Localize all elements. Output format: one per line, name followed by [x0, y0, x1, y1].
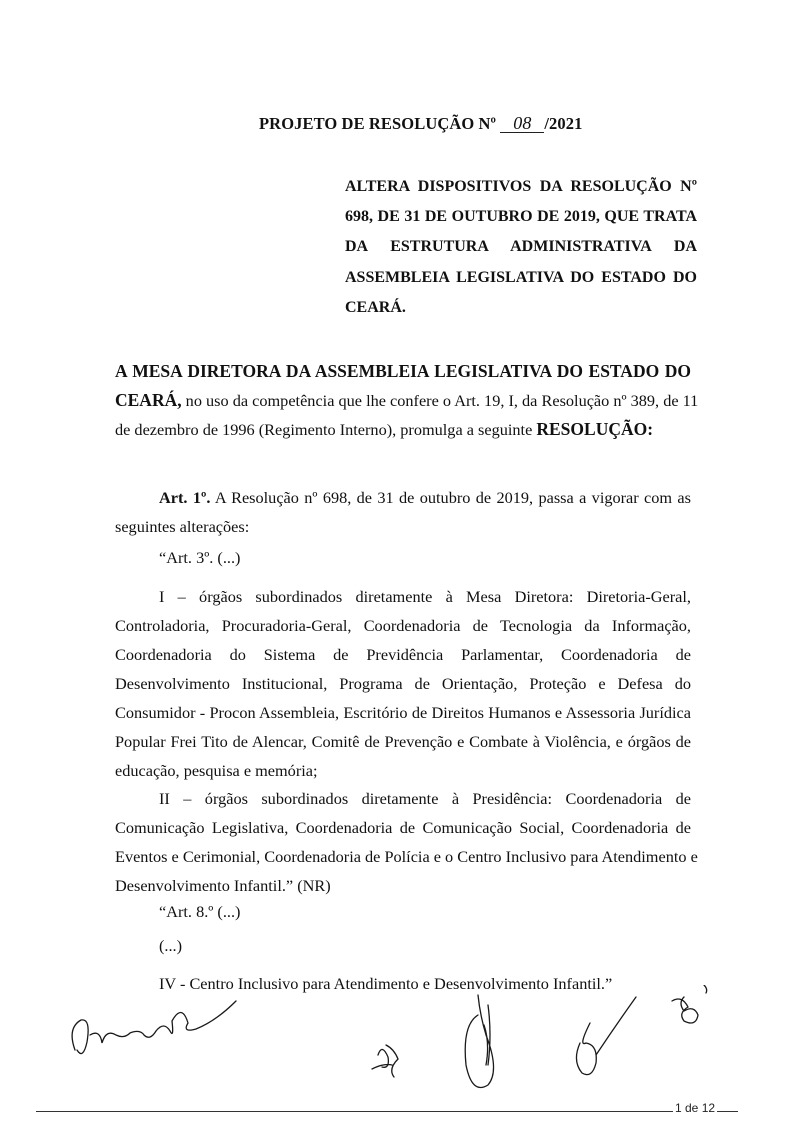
- inciso-line: Coordenadoria do Sistema de Previdência Parlamentar, Coordenadoria de: [115, 645, 691, 664]
- inciso-line: Controladoria, Procuradoria-Geral, Coordenadoria de Tecnologia da Informação,: [115, 616, 691, 635]
- article-1-text: seguintes alterações:: [115, 517, 250, 536]
- article-1-text: A Resolução nº 698, de 31 de outubro de 2019, passa a vigorar com as: [210, 488, 691, 507]
- art3-header: “Art. 3º. (...): [159, 548, 241, 567]
- ementa-line: 698, DE 31 DE OUTUBRO DE 2019, QUE TRATA: [345, 208, 697, 226]
- preamble-subject: A MESA DIRETORA DA ASSEMBLEIA LEGISLATIVA DO ESTADO DO: [115, 361, 691, 381]
- ementa-line: DA ESTRUTURA ADMINISTRATIVA DA: [345, 238, 697, 256]
- title-prefix: PROJETO DE RESOLUÇÃO Nº: [259, 114, 497, 133]
- inciso-line: Consumidor - Procon Assembleia, Escritório de Direitos Humanos e Assessoria Jurídica: [115, 703, 691, 722]
- handwritten-number: 08: [500, 114, 544, 133]
- inciso-ii: [115, 784, 698, 900]
- inciso-iv: IV - Centro Inclusivo para Atendimento e Desenvolvimento Infantil.”: [159, 974, 613, 993]
- inciso-line: Comunicação Legislativa, Coordenadoria de Comunicação Social, Coordenadoria de: [115, 818, 691, 837]
- document-title: [259, 114, 582, 134]
- preamble-text: no uso da competência que lhe confere o Art. 19, I, da Resolução nº 389, de 11: [181, 391, 699, 410]
- signature-1: [72, 1001, 236, 1054]
- ementa-line: ASSEMBLEIA LEGISLATIVA DO ESTADO DO: [345, 268, 697, 286]
- title-suffix: /2021: [544, 114, 583, 133]
- signature-3: [465, 995, 493, 1088]
- preamble-paragraph: [115, 357, 699, 444]
- inciso-line: II – órgãos subordinados diretamente à Presidência: Coordenadoria de: [159, 789, 691, 808]
- resolucao-word: RESOLUÇÃO:: [536, 419, 654, 439]
- ementa-line: CEARÁ.: [345, 298, 406, 316]
- art8-header: “Art. 8.º (...): [159, 902, 241, 921]
- inciso-i: [115, 582, 691, 785]
- footer-divider: [36, 1111, 738, 1112]
- ementa: [345, 172, 697, 323]
- inciso-line: Eventos e Cerimonial, Coordenadoria de Polícia e o Centro Inclusivo para Atendimento e: [115, 847, 698, 866]
- inciso-line: educação, pesquisa e memória;: [115, 761, 318, 780]
- preamble-subject-end: CEARÁ,: [115, 390, 182, 410]
- inciso-line: Desenvolvimento Institucional, Programa de Orientação, Proteção e Defesa do: [115, 674, 691, 693]
- signatures: [60, 985, 740, 1095]
- signature-4: [576, 997, 636, 1075]
- article-1: [115, 483, 691, 541]
- page-number: 1 de 12: [675, 1101, 716, 1115]
- article-1-label: Art. 1º.: [159, 488, 211, 507]
- signature-5: [672, 985, 707, 1023]
- inciso-line: Desenvolvimento Infantil.” (NR): [115, 876, 331, 895]
- ementa-line: ALTERA DISPOSITIVOS DA RESOLUÇÃO Nº: [345, 178, 697, 195]
- ellipsis: (...): [159, 936, 183, 955]
- inciso-line: Popular Frei Tito de Alencar, Comitê de Prevenção e Combate à Violência, e órgãos de: [115, 732, 691, 751]
- inciso-line: I – órgãos subordinados diretamente à Mesa Diretora: Diretoria-Geral,: [159, 587, 691, 606]
- preamble-text: de dezembro de 1996 (Regimento Interno), promulga a seguinte: [115, 420, 537, 439]
- signature-2: [372, 1045, 398, 1077]
